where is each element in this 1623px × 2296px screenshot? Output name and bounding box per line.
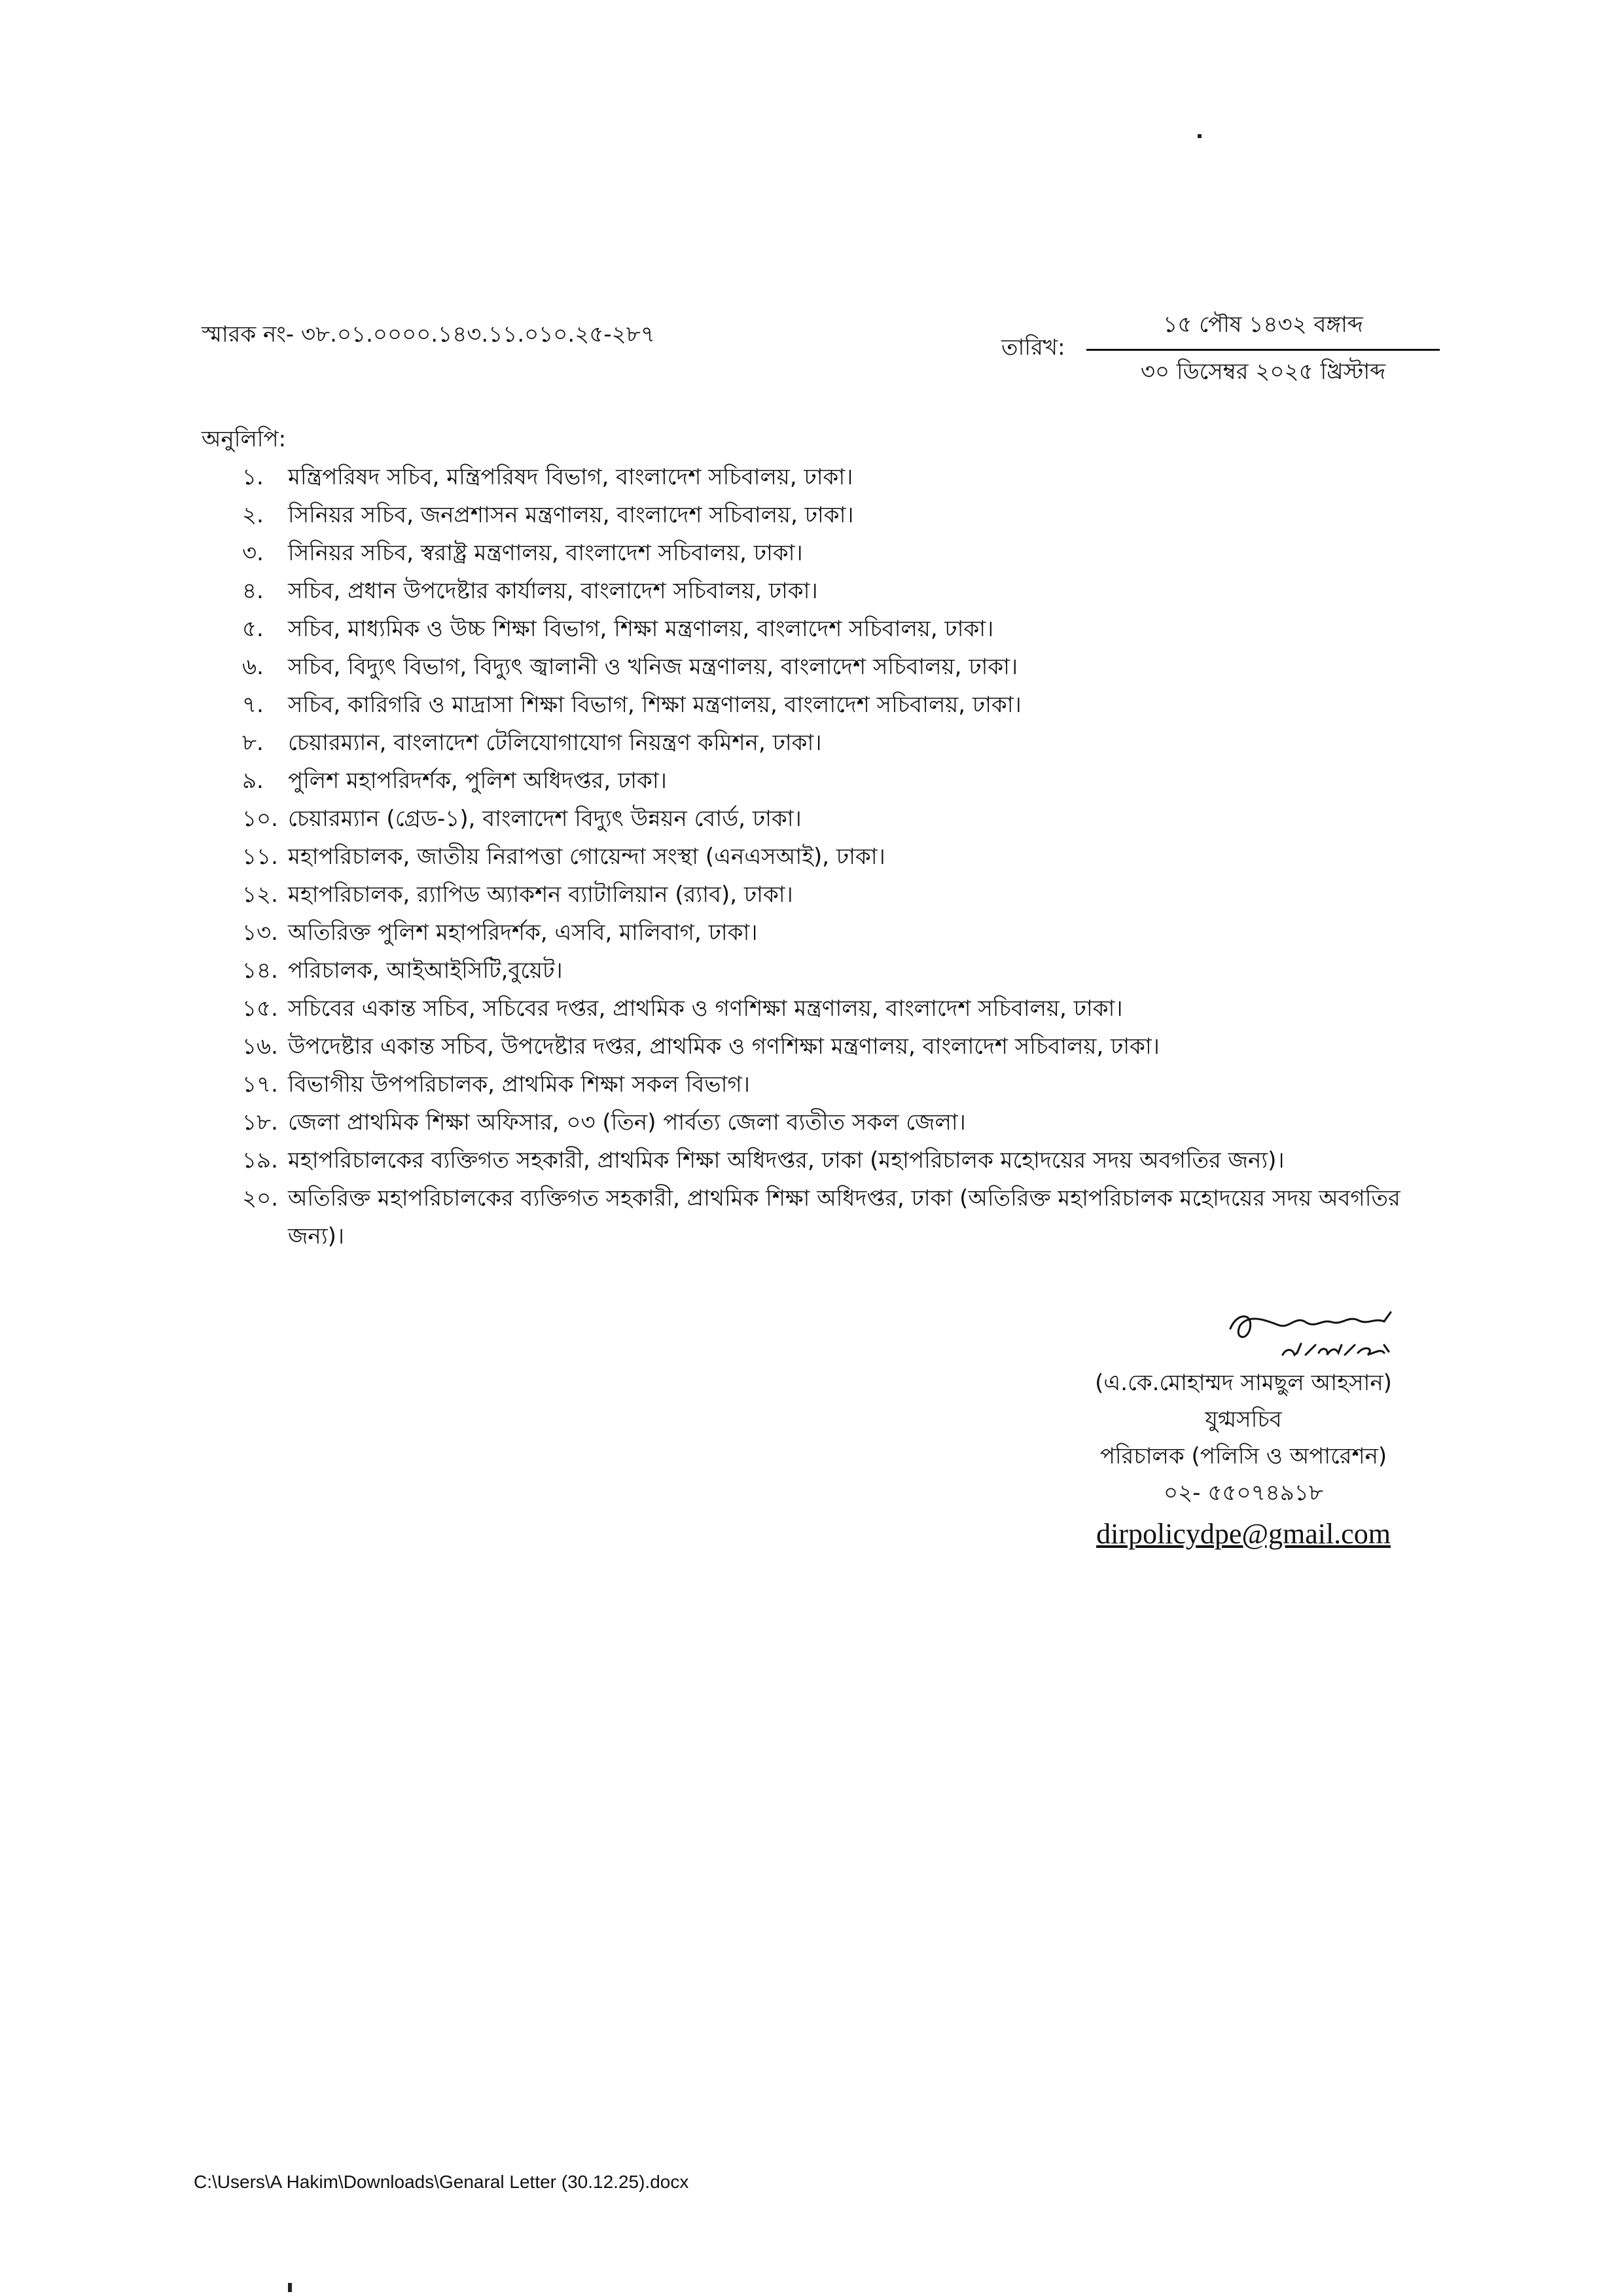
- copies-item-text: অতিরিক্ত মহাপরিচালকের ব্যক্তিগত সহকারী, প্রাথমিক শিক্ষা অধিদপ্তর, ঢাকা (অতিরিক্ত মহাপরিচালক মহোদয়ের সদয় অবগতির জন্য)।: [288, 1185, 1400, 1249]
- copies-item-number: ১০.: [242, 806, 278, 832]
- copies-item-number: ১.: [242, 464, 264, 490]
- signatory-name: (এ.কে.মোহাম্মদ সামছুল আহসান): [1095, 1370, 1392, 1396]
- copies-list-item: [242, 914, 1440, 952]
- copies-list-item: [242, 648, 1440, 686]
- handwritten-signature: [1217, 1293, 1440, 1371]
- copies-list-item: [242, 1066, 1440, 1103]
- copies-item-text: সচিব, কারিগরি ও মাদ্রাসা শিক্ষা বিভাগ, শিক্ষা মন্ত্রণালয়, বাংলাদেশ সচিবালয়, ঢাকা।: [288, 692, 1022, 718]
- copies-list-item: [242, 572, 1440, 610]
- copies-item-number: ৩.: [242, 540, 264, 566]
- copies-item-text: সচিব, বিদ্যুৎ বিভাগ, বিদ্যুৎ জ্বালানী ও খনিজ মন্ত্রণালয়, বাংলাদেশ সচিবালয়, ঢাকা।: [288, 654, 1018, 680]
- copies-list: [242, 458, 1440, 1255]
- copies-list-item: [242, 1103, 1440, 1141]
- copies-item-number: ৮.: [242, 730, 264, 756]
- file-path-footer: C:\Users\A Hakim\Downloads\Genaral Letter (30.12.25).docx: [194, 2172, 689, 2192]
- copies-item-text: সচিব, মাধ্যমিক ও উচ্চ শিক্ষা বিভাগ, শিক্ষা মন্ত্রণালয়, বাংলাদেশ সচিবালয়, ঢাকা।: [288, 616, 994, 642]
- copies-list-item: [242, 496, 1440, 534]
- copies-item-text: মহাপরিচালকের ব্যক্তিগত সহকারী, প্রাথমিক শিক্ষা অধিদপ্তর, ঢাকা (মহাপরিচালক মহোদয়ের সদয় অবগতির জন্য)।: [288, 1147, 1285, 1174]
- signatory-block: [1021, 1365, 1466, 1557]
- copies-list-item: [242, 876, 1440, 914]
- copies-item-number: ১৯.: [242, 1147, 278, 1174]
- copies-item-number: ১৪.: [242, 958, 278, 984]
- copies-item-number: ২০.: [242, 1185, 279, 1211]
- copies-item-text: চেয়ারম্যান (গ্রেড-১), বাংলাদেশ বিদ্যুৎ উন্নয়ন বোর্ড, ঢাকা।: [288, 806, 802, 832]
- copies-item-number: ১১.: [242, 844, 278, 870]
- copies-item-number: ৬.: [242, 654, 264, 680]
- copies-item-number: ১২.: [242, 882, 278, 908]
- copies-list-item: [242, 800, 1440, 838]
- copies-item-text: জেলা প্রাথমিক শিক্ষা অফিসার, ০৩ (তিন) পার্বত্য জেলা ব্যতীত সকল জেলা।: [288, 1109, 966, 1136]
- scan-speck: [1198, 134, 1202, 138]
- copies-list-item: [242, 724, 1440, 762]
- copies-item-text: মহাপরিচালক, জাতীয় নিরাপত্তা গোয়েন্দা সংস্থা (এনএসআই), ঢাকা।: [288, 844, 885, 870]
- copies-item-number: ১৫.: [242, 996, 278, 1022]
- copies-list-item: [242, 686, 1440, 724]
- copies-list-item: [242, 1028, 1440, 1066]
- copies-item-text: অতিরিক্ত পুলিশ মহাপরিদর্শক, এসবি, মালিবাগ, ঢাকা।: [288, 920, 758, 946]
- copies-item-text: চেয়ারম্যান, বাংলাদেশ টেলিযোগাযোগ নিয়ন্ত্রণ কমিশন, ঢাকা।: [288, 730, 822, 756]
- scan-speck: [288, 2283, 292, 2292]
- copies-item-text: সিনিয়র সচিব, জনপ্রশাসন মন্ত্রণালয়, বাংলাদেশ সচিবালয়, ঢাকা।: [288, 502, 854, 528]
- signatory-phone: ০২- ৫৫০৭৪৯১৮: [1164, 1480, 1323, 1506]
- copies-list-item: [242, 990, 1440, 1028]
- copies-item-text: মন্ত্রিপরিষদ সচিব, মন্ত্রিপরিষদ বিভাগ, বাংলাদেশ সচিবালয়, ঢাকা।: [288, 464, 853, 490]
- copies-list-item: [242, 952, 1440, 990]
- copies-list-item: [242, 458, 1440, 496]
- copies-item-text: সিনিয়র সচিব, স্বরাষ্ট্র মন্ত্রণালয়, বাংলাদেশ সচিবালয়, ঢাকা।: [288, 540, 803, 566]
- copies-item-number: ১৬.: [242, 1033, 278, 1060]
- copies-item-text: বিভাগীয় উপপরিচালক, প্রাথমিক শিক্ষা সকল বিভাগ।: [288, 1071, 750, 1098]
- date-label: তারিখ:: [1001, 334, 1065, 361]
- copies-item-number: ১৮.: [242, 1109, 278, 1136]
- copies-item-number: ৭.: [242, 692, 264, 718]
- copies-heading: অনুলিপি:: [202, 426, 287, 452]
- copies-item-number: ১৭.: [242, 1071, 278, 1098]
- copies-item-number: ১৩.: [242, 920, 278, 946]
- copies-list-item: [242, 1141, 1440, 1179]
- copies-item-text: সচিবের একান্ত সচিব, সচিবের দপ্তর, প্রাথমিক ও গণশিক্ষা মন্ত্রণালয়, বাংলাদেশ সচিবালয়, ঢাকা।: [288, 996, 1123, 1022]
- memo-number: স্মারক নং- ৩৮.০১.০০০০.১৪৩.১১.০১০.২৫-২৮৭: [202, 321, 655, 348]
- copies-item-text: মহাপরিচালক, র‍্যাপিড অ্যাকশন ব্যাটালিয়ান (র‍্যাব), ঢাকা।: [288, 882, 793, 908]
- signatory-designation: যুগ্মসচিব: [1205, 1407, 1282, 1433]
- copies-list-item: [242, 1179, 1440, 1255]
- signatory-email[interactable]: dirpolicydpe@gmail.com: [1096, 1518, 1391, 1550]
- copies-item-text: উপদেষ্টার একান্ত সচিব, উপদেষ্টার দপ্তর, প্রাথমিক ও গণশিক্ষা মন্ত্রণালয়, বাংলাদেশ সচিবালয়, ঢাকা।: [288, 1033, 1160, 1060]
- copies-item-number: ৯.: [242, 768, 264, 794]
- copies-list-item: [242, 838, 1440, 876]
- copies-item-text: পরিচালক, আইআইসিটি,বুয়েট।: [288, 958, 563, 984]
- copies-list-item: [242, 762, 1440, 800]
- copies-item-text: সচিব, প্রধান উপদেষ্টার কার্যালয়, বাংলাদেশ সচিবালয়, ঢাকা।: [288, 578, 818, 604]
- date-block: [1086, 308, 1440, 392]
- copies-item-number: ২.: [242, 502, 264, 528]
- signatory-role: পরিচালক (পলিসি ও অপারেশন): [1099, 1443, 1387, 1469]
- copies-item-text: পুলিশ মহাপরিদর্শক, পুলিশ অধিদপ্তর, ঢাকা।: [288, 768, 667, 794]
- copies-list-item: [242, 610, 1440, 648]
- date-gregorian: ৩০ ডিসেম্বর ২০২৫ খ্রিস্টাব্দ: [1140, 359, 1386, 385]
- date-bengali: ১৫ পৌষ ১৪৩২ বঙ্গাব্দ: [1086, 308, 1440, 351]
- copies-item-number: ৫.: [242, 616, 264, 642]
- copies-item-number: ৪.: [242, 578, 264, 604]
- copies-list-item: [242, 534, 1440, 572]
